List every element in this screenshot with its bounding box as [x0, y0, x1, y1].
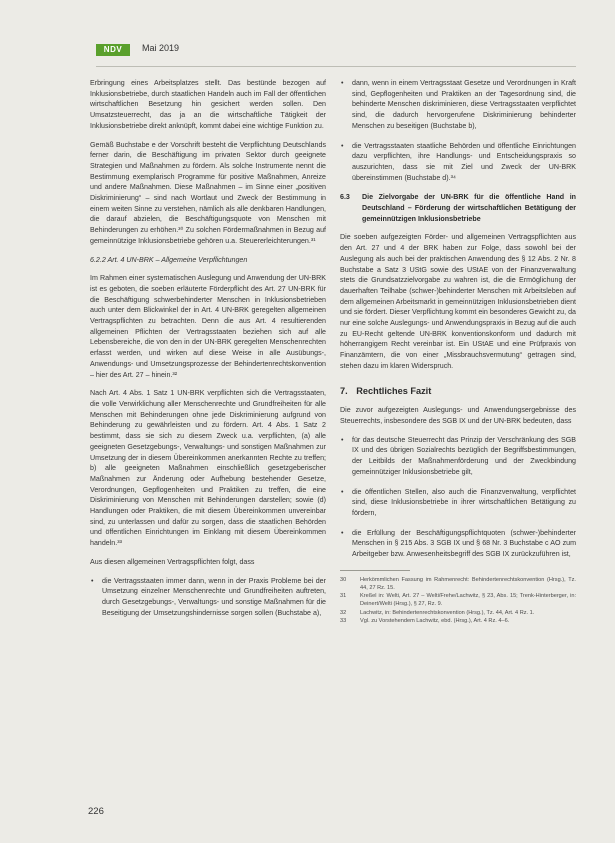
footnote: 31 Kreßel in: Welti, Art. 27 – Welti/Frehe/Lachwitz, § 23, Abs. 15; Trenk-Hinterberger, in: Deinert/Welti (Hrsg.), § 27, Rz. 9.: [340, 593, 576, 608]
bullet-list: [340, 435, 576, 560]
right-column: [340, 78, 576, 625]
footnote: 32 Lachwitz, in: Behindertenrechtskonvention (Hrsg.), Tz. 44, Art. 4 Rz. 1.: [340, 609, 535, 616]
list-item: • dann, wenn in einem Vertragsstaat Gesetze und Verordnungen in Kraft sind, Gepflogenheiten und Praktiken an der Tagesordnung sind, die behinderte Menschen diskriminieren, diese Vertragsstaaten verpflichtet sind, die dadurch hervorgerufene Diskriminierung behinderter Menschen zu beseitigen (Buchstabe b),: [340, 78, 576, 132]
footnote: 33 Vgl. zu Vorstehendem Lachwitz, ebd. (Hrsg.), Art. 4 Rz. 4–6.: [340, 617, 510, 624]
list-item: • die Vertragsstaaten staatliche Behörden und öffentliche Einrichtungen dazu verpflichten, ihre Handlungs- und Entscheidungspraxis so auszurichten, dass sie mit Ziel und Zweck der UN-BRK übereinstimmen (Buchstabe d).³⁴: [340, 141, 576, 184]
list-item: • für das deutsche Steuerrecht das Prinzip der Verschränkung des SGB IX und des übrigen Sozialrechts bezüglich der Begriffsbestimmungen, der Leitbilds der Maßnahmenförderung und der Zweckbindung gemeinnütziger Inklusionsbetriebe gilt,: [340, 435, 576, 478]
left-column: [90, 78, 326, 627]
page-number: 226: [88, 806, 104, 817]
section-heading-7: [340, 386, 576, 397]
section-title: Rechtliches Fazit: [356, 385, 432, 396]
list-item: • die Erfüllung der Beschäftigungspflichtquoten (schwer-)behinderter Menschen in § 215 Abs. 3 SGB IX und § 68 Nr. 3 Buchstabe c AO zum Arbeitgeber bzw. Anwesenheitsbegriff des SGB IX zurückzuführen ist,: [340, 528, 576, 560]
paragraph: Nach Art. 4 Abs. 1 Satz 1 UN-BRK verpflichten sich die Vertragsstaaten, die volle Verwirklichung aller Menschenrechte und Grundfreiheiten für alle Menschen mit Behinderungen ohne jede Diskriminierung aufgrund von Behinderung zu gewährleisten und zu fördern. Art. 4 Abs. 1 Satz 2 bestimmt, dass sie sich zu diesem Zweck u.a. verpflichten, (a) alle geeigneten Gesetzgebungs-, Verwaltungs- und sonstigen Maßnahmen zur Umsetzung der in diesem Übereinkommen anerkannten Rechte zu treffen; b) alle geeigneten Maßnahmen einschließlich gesetzgeberischer Maßnahmen zur Änderung oder Aufhebung bestehender Gesetze, Verordnungen, Gepflogenheiten und Praktiken zu treffen, die eine Diskriminierung von Menschen mit Behinderungen darstellen; sowie (d) Handlungen oder Praktiken, die mit diesem Übereinkommen unvereinbar sind, zu unterlassen und dafür zu sorgen, dass die staatlichen Behörden und öffentlichen Einrichtungen im Einklang mit diesem Übereinkommen handeln.³³: [90, 389, 326, 548]
subsection-heading: 6.2.2 Art. 4 UN-BRK – Allgemeine Verpflichtungen: [90, 255, 248, 264]
footnotes: [340, 576, 576, 625]
paragraph: Die soeben aufgezeigten Förder- und allgemeinen Vertragspflichten aus den Art. 27 und 4 der BRK haben zur Folge, dass sowohl bei der Auslegung als auch bei der praktischen Anwendung des § 12 Abs. 2 Nr. 8 Buchstabe a Satz 3 UStG sowie des UStAE von der Finanzverwaltung stets die Grundsatzzielvorgabe zu wahren ist, die die Ermöglichung der dauerhaften Teilhabe (schwer-)behinderter Menschen mit Arbeitsleben auf dem allgemeinen Arbeitsmarkt in gemeinnützigen Inklusionsbetrieben dient und sie fördert. Dieser Verpflichtung kommt ein besonderes Gewicht zu, da nur eine solche Auslegungs- und Anwendungspraxis in Bezug auf die auch zu EU-Recht geltende UN-BRK konventionskonform und dadurch mit höherrangigem Recht vereinbar ist. Ein UStAE und eine Prüfpraxis von Finanzämtern, die von einer „Missbrauchsvermutung“ getragen sind, stehen dazu im klaren Widerspruch.: [340, 233, 576, 370]
paragraph: Aus diesen allgemeinen Vertragspflichten folgt, dass: [90, 557, 255, 566]
bullet-list: [90, 576, 326, 619]
paragraph: Erbringung eines Arbeitsplatzes stellt. Das bestünde bezogen auf Inklusionsbetriebe, durch staatlichen Handeln auch im Fall der öffentlichen wirtschaftlichen Besetzung hin gesichert werden sollen. Den Umsatzsteuerrecht, das ja an die wirtschaftliche Tätigkeit der Inklusionsbetriebe direkt anknüpft, kommt dabei eine wichtige Funktion zu.: [90, 79, 326, 130]
section-number: 7.: [340, 385, 348, 396]
list-item: • die öffentlichen Stellen, also auch die Finanzverwaltung, verpflichtet sind, diese Inklusionsbetriebe in ihrer wirtschaftlichen Betätigung zu fördern,: [340, 487, 576, 519]
header-divider: [96, 66, 576, 67]
section-heading-6-3: [340, 192, 576, 224]
footnote-divider: [340, 570, 410, 571]
page-header: [96, 40, 576, 60]
paragraph: Die zuvor aufgezeigten Auslegungs- und Anwendungsergebnisse des Steuerrechts, insbesondere des SGB IX und der UN-BRK bedeuten, dass: [340, 406, 576, 425]
paragraph: Im Rahmen einer systematischen Auslegung und Anwendung der UN-BRK ist es geboten, die soeben erläuterte Förderpflicht des Art. 27 UN-BRK für die Beschäftigung schwerbehinderter Menschen in Inklusionsbetrieben auch unter dem Blickwinkel der in Art. 4 UN-BRK geregelten allgemeinen Vertragspflichten zu betrachten. Denn die aus Art. 4 resultierenden allgemeinen Pflichten der Vertragsstaaten beziehen sich auf alle Lebensbereiche, die von den in der UN-BRK geregelten Menschenrechten erfasst werden, und wirken auf diese Weise in alle Ausübungs-, Anwendungs- und Umsetzungsprozesse der Behindertenrechtskonvention – hier des Art. 27 – hinein.³²: [90, 274, 326, 379]
journal-badge: NDV: [96, 44, 130, 56]
list-item: • die Vertragsstaaten immer dann, wenn in der Praxis Probleme bei der Umsetzung einzelner Menschenrechte und Grundfreiheiten auftreten, durch Gesetzgebungs-, Verwaltungs- und sonstige Maßnahmen für die Beseitigung der Umsetzungshindernisse sorgen sollen (Buchstabe a),: [90, 576, 326, 619]
bullet-list: [340, 78, 576, 183]
footnote: 30 Herkömmlichen Fassung im Rahmenrecht: Behindertenrechtskonvention (Hrsg.), Tz. 44, 27 Rz. 15.: [340, 576, 576, 591]
paragraph: Gemäß Buchstabe e der Vorschrift besteht die Verpflichtung Deutschlands ferner darin, die Beschäftigung im privaten Sektor durch geeignete Strategien und Maßnahmen zu fördern. Als solche Instrumente nennt die Bestimmung exemplarisch Programme für positive Maßnahmen, Anreize und andere Maßnahmen. Diese Maßnahmen – im Sinne einer „positiven Diskriminierung“ – sind nach Wortlaut und Zweck der Bestimmung in einem weiten Sinne zu verstehen, nämlich als alle denkbaren Handlungen, die darauf abzielen, die Beschäftigungsquote von Menschen mit Behinderungen zu erhöhen.³⁰ Zu solchen Fördermaßnahmen in Bezug auf gemeinnützige Inklusionsbetriebe gehören u.a. Steuererleichterungen.³¹: [90, 140, 326, 245]
section-number: 6.3: [340, 193, 350, 202]
issue-date: Mai 2019: [142, 43, 180, 53]
section-title: Die Zielvorgabe der UN-BRK für die öffentliche Hand in Deutschland – Förderung der wirtschaftlichen Betätigung der gemeinnützigen Inklusionsbetriebe: [362, 193, 576, 223]
